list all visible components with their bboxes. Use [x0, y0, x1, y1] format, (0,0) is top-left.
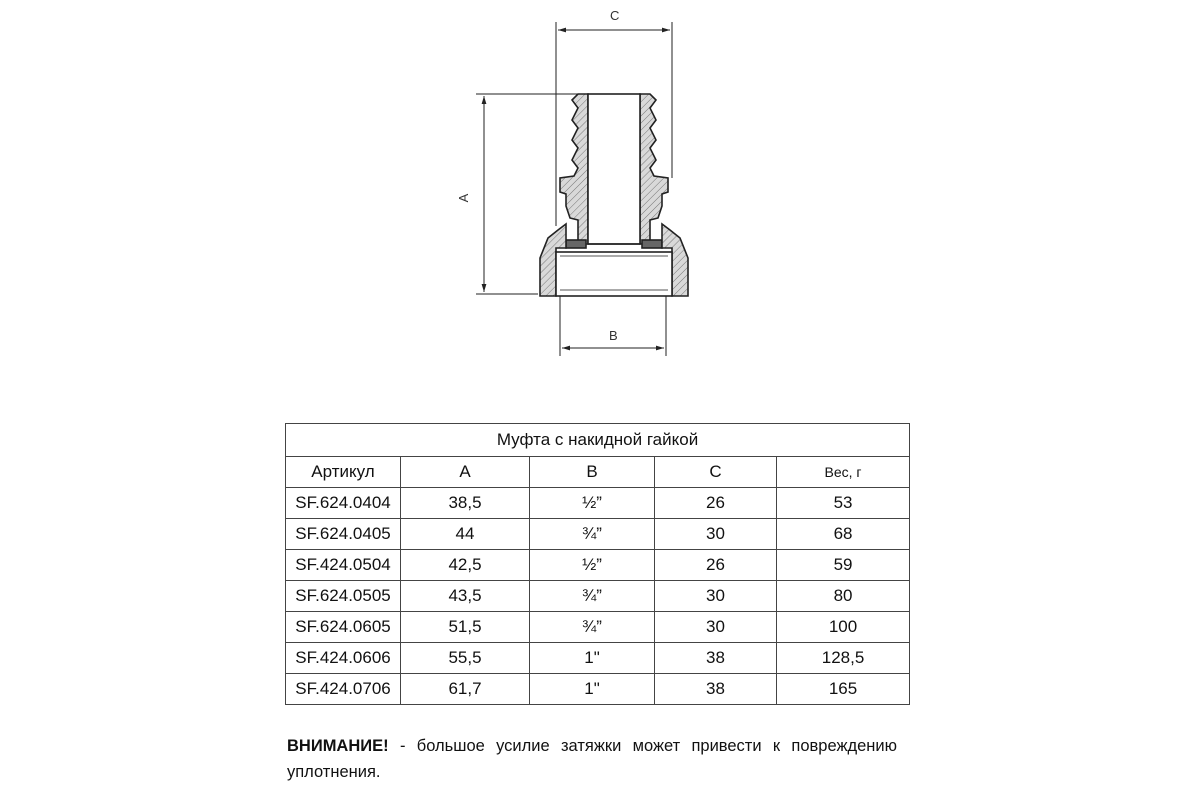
- cell-a: 61,7: [401, 674, 530, 705]
- cell-b: 1": [530, 674, 655, 705]
- cell-article: SF.624.0605: [286, 612, 401, 643]
- table-row: [286, 550, 910, 581]
- cell-article: SF.624.0405: [286, 519, 401, 550]
- cell-weight: 80: [777, 581, 910, 612]
- header-a: A: [401, 457, 530, 488]
- cell-c: 38: [655, 674, 777, 705]
- cell-weight: 53: [777, 488, 910, 519]
- table-caption: Муфта с накидной гайкой: [286, 424, 910, 457]
- cell-article: SF.424.0504: [286, 550, 401, 581]
- header-c: C: [655, 457, 777, 488]
- dimension-b-label: B: [609, 328, 618, 343]
- cell-c: 26: [655, 550, 777, 581]
- cell-b: 1": [530, 643, 655, 674]
- cell-a: 42,5: [401, 550, 530, 581]
- cell-a: 51,5: [401, 612, 530, 643]
- table-caption-row: [286, 424, 910, 457]
- warning-note: [287, 733, 897, 785]
- cell-weight: 68: [777, 519, 910, 550]
- cell-article: SF.624.0505: [286, 581, 401, 612]
- table-row: [286, 519, 910, 550]
- table-row: [286, 643, 910, 674]
- warning-text: - большое усилие затяжки может привести к повреждению уплотнения.: [287, 737, 897, 781]
- cell-c: 38: [655, 643, 777, 674]
- table-row: [286, 581, 910, 612]
- cell-a: 38,5: [401, 488, 530, 519]
- dimension-a-label: A: [456, 193, 471, 203]
- cell-b: ½”: [530, 488, 655, 519]
- table-row: [286, 674, 910, 705]
- cell-weight: 128,5: [777, 643, 910, 674]
- header-article: Артикул: [286, 457, 401, 488]
- cell-a: 55,5: [401, 643, 530, 674]
- cell-a: 43,5: [401, 581, 530, 612]
- dimension-c-label: C: [610, 8, 620, 23]
- cell-weight: 100: [777, 612, 910, 643]
- cell-weight: 59: [777, 550, 910, 581]
- cell-b: ½”: [530, 550, 655, 581]
- cell-b: ¾”: [530, 612, 655, 643]
- cell-c: 30: [655, 612, 777, 643]
- table-row: [286, 612, 910, 643]
- cell-c: 26: [655, 488, 777, 519]
- spec-table: [285, 423, 910, 705]
- cell-b: ¾”: [530, 519, 655, 550]
- table-header-row: [286, 457, 910, 488]
- table-row: [286, 488, 910, 519]
- cell-c: 30: [655, 519, 777, 550]
- cell-weight: 165: [777, 674, 910, 705]
- warning-label: ВНИМАНИЕ!: [287, 737, 389, 755]
- cell-a: 44: [401, 519, 530, 550]
- header-weight: Вес, г: [777, 457, 910, 488]
- cell-article: SF.424.0706: [286, 674, 401, 705]
- cell-b: ¾”: [530, 581, 655, 612]
- cell-article: SF.624.0404: [286, 488, 401, 519]
- fitting-cross-section: [540, 94, 688, 296]
- header-b: B: [530, 457, 655, 488]
- cell-c: 30: [655, 581, 777, 612]
- cell-article: SF.424.0606: [286, 643, 401, 674]
